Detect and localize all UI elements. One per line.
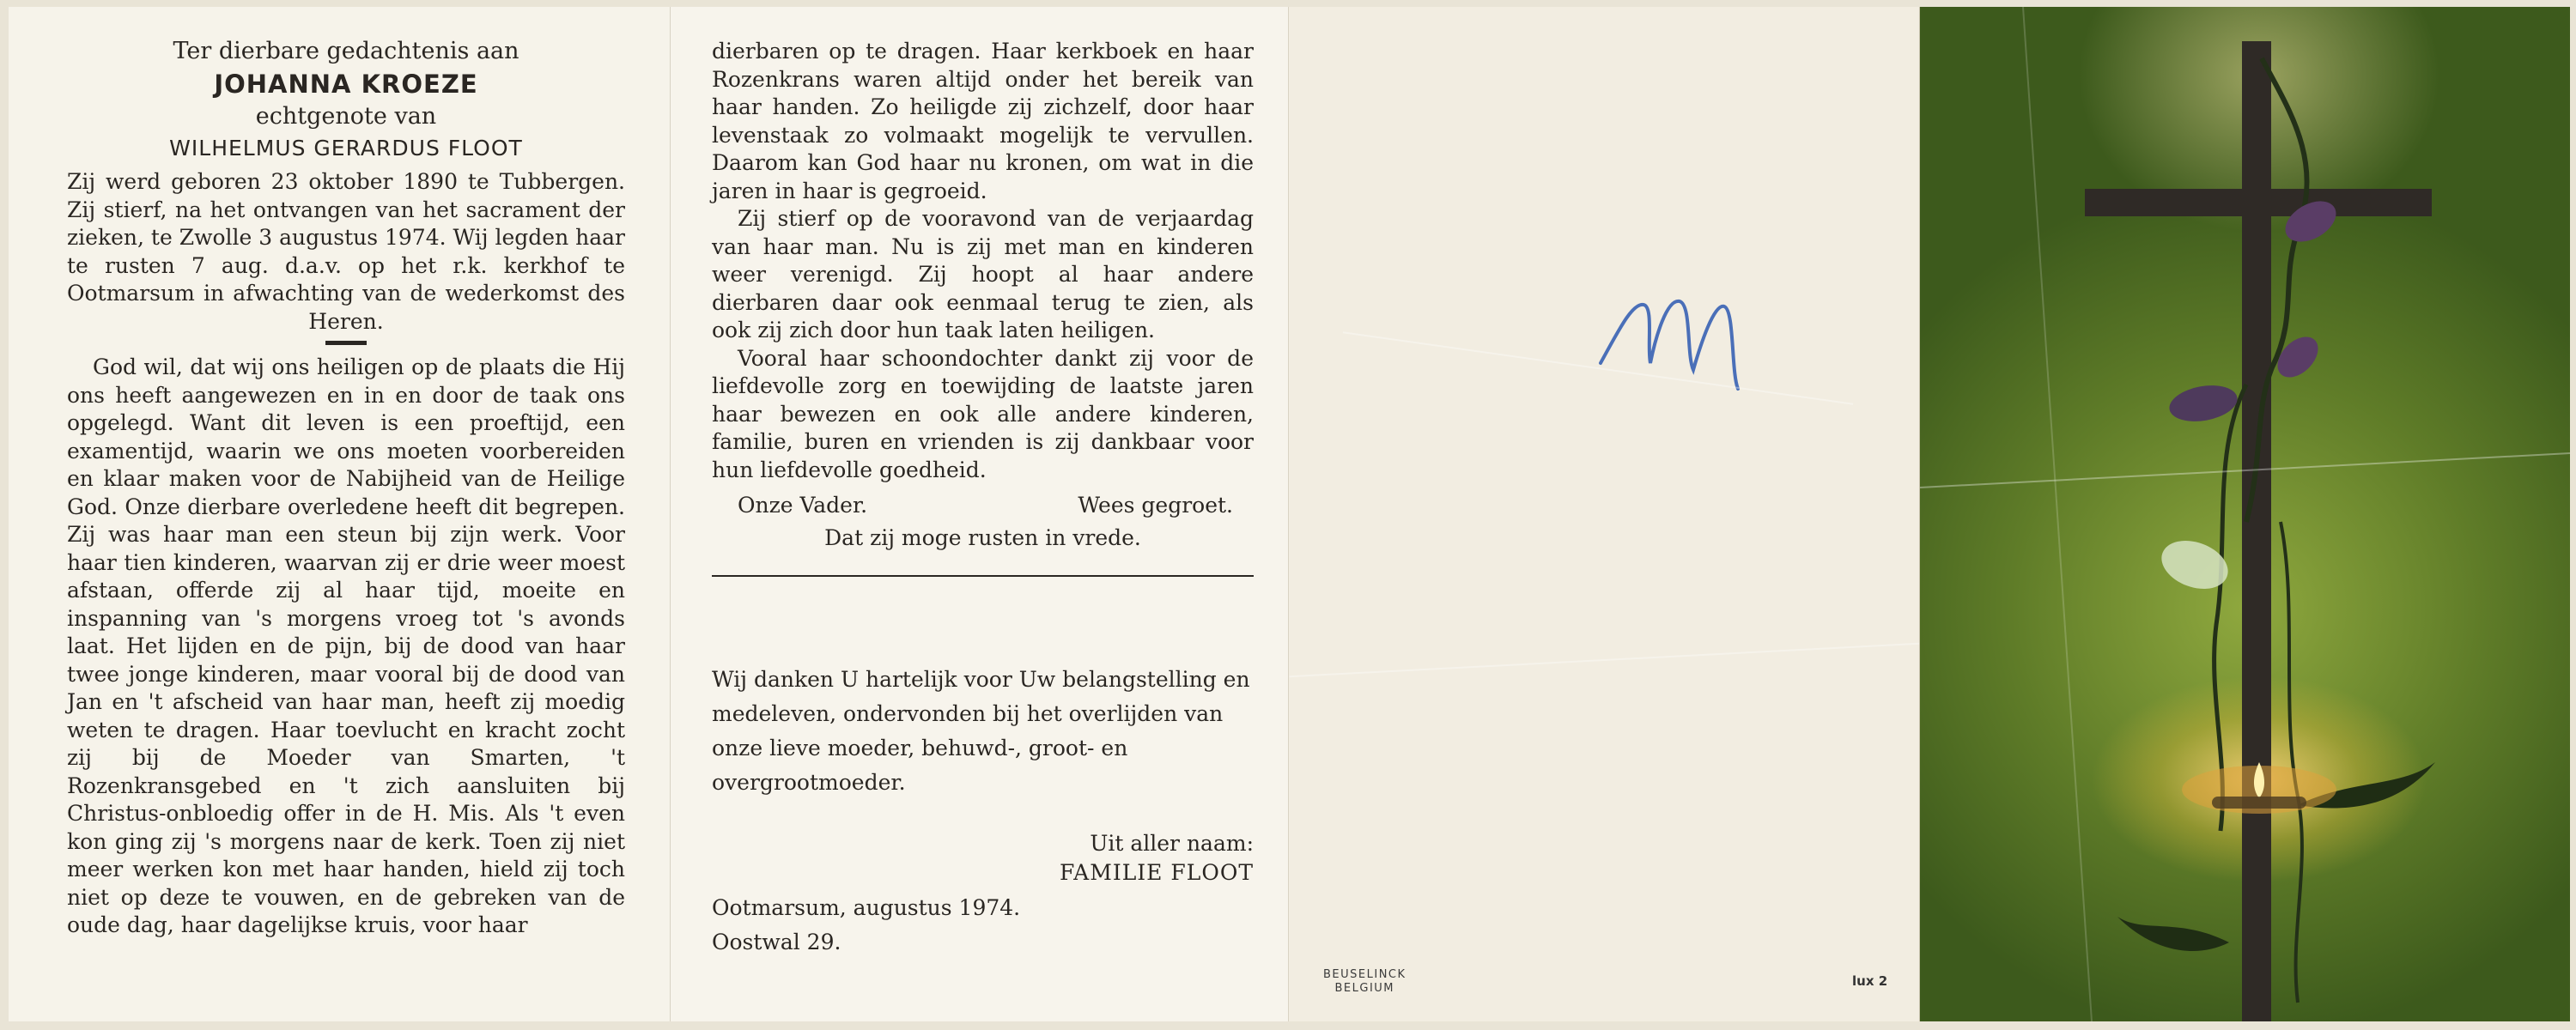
printer-mark <box>1323 968 1406 996</box>
photo-crease <box>2023 7 2092 1021</box>
flower-stem <box>2215 385 2246 831</box>
prayer-row <box>712 491 1254 520</box>
section-divider <box>325 341 367 345</box>
printer-line-1: BEUSELINCK <box>1323 968 1406 981</box>
printer-line-2: BELGIUM <box>1334 982 1395 995</box>
horizontal-rule <box>712 575 1254 577</box>
biography-text: Zij werd geboren 23 oktober 1890 te Tubbergen. Zij stierf, na het ontvangen van het sacrament der zieken, te Zwolle 3 augustus 1974. Wij legden haar te rusten 7 aug. d.a.v. op het r.k. kerkhof te Ootmarsum in afwachting van de wederkomst des Heren. <box>67 169 625 334</box>
handwritten-mark <box>1594 269 1783 406</box>
cross-illustration <box>1920 7 2570 1021</box>
edition-label: lux 2 <box>1852 973 1888 989</box>
cross-horizontal-beam <box>2085 189 2432 216</box>
third-paragraph: Vooral haar schoondochter dankt zij voor de liefdevolle zorg en toewijding de laatste jaren haar bewezen en ook alle andere kinderen, familie, buren en vrienden is zij dankbaar voor hun liefdevolle goedheid. <box>712 345 1254 482</box>
address: Oostwal 29. <box>712 930 841 954</box>
deceased-name: JOHANNA KROEZE <box>214 70 478 99</box>
memorial-middle-page <box>670 7 1288 1021</box>
prayer-onze-vader: Onze Vader. <box>738 493 868 518</box>
flower-stem <box>2281 522 2302 1003</box>
on-behalf-line: Uit aller naam: <box>1090 831 1254 856</box>
paper-crease <box>1289 643 1919 677</box>
spouse-name: WILHELMUS GERARDUS FLOOT <box>169 136 523 161</box>
leaf <box>2117 917 2229 951</box>
spouse-relation: echtgenote van <box>255 103 437 130</box>
candle-holder <box>2212 797 2306 809</box>
second-paragraph: Zij stierf op de vooravond van de verjaardag van haar man. Nu is zij met man en kinderen weer verenigd. Zij hoopt al haar andere dierbaren daar ook eenmaal terug te zien, als ook zij zich door hun taak laten heiligen. <box>712 206 1254 342</box>
prayer-wees-gegroet: Wees gegroet. <box>1078 493 1233 518</box>
blank-back-page <box>1288 7 1919 1021</box>
thanks-text: Wij danken U hartelijk voor Uw belangstelling en medeleven, ondervonden bij het overlijden van onze lieve moeder, behuwd-, groot- en overgrootmoeder. <box>712 667 1250 795</box>
family-signature: FAMILIE FLOOT <box>1060 860 1254 885</box>
cross-photo <box>1919 7 2570 1021</box>
meditation-text: God wil, dat wij ons heiligen op de plaats die Hij ons heeft aangewezen en in en door de taak ons opgelegd. Want dit leven is een proeftijd, een examentijd, waarin we ons moeten voorbereiden en klaar maken voor de Nabijheid van de Heilige God. Onze dierbare overledene heeft dit begrepen. Zij was haar man een steun bij zijn werk. Voor haar tien kinderen, waarvan zij er drie weer moest afstaan, offerde zij al haar tijd, moeite en inspanning van 's morgens vroeg tot 's avonds laat. Het lijden en de pijn, bij de dood van haar twee jonge kinderen, maar vooral bij de dood van Jan en 't afscheid van haar man, heeft zij moedig weten te dragen. Haar toevlucht en kracht zocht zij bij de Moeder van Smarten, 't Rozenkransgebed en 't zich aansluiten bij Christus-onbloedig offer in de H. Mis. Als 't even kon ging zij 's morgens naar de kerk. Toen zij niet meer werken kon met haar handen, hield zij toch niet op deze te vouwen, en de gebreken van de oude dag, haar dagelijkse kruis, voor haar <box>67 354 625 937</box>
purple-flower <box>2166 380 2240 426</box>
rest-in-peace-line: Dat zij moge rusten in vrede. <box>824 525 1141 550</box>
cross-vertical-beam <box>2242 41 2271 1021</box>
place-date: Ootmarsum, augustus 1974. <box>712 895 1021 920</box>
continuation-text: dierbaren op te dragen. Haar kerkboek en haar Rozenkrans waren altijd onder het bereik van haar handen. Zo heiligde zij zichzelf, door haar levenstaak zo volmaakt mogelijk te vervullen. Daarom kan God haar nu kronen, om wat in die jaren in haar is gegroeid. <box>712 39 1254 203</box>
memorial-left-page <box>9 7 670 1021</box>
header-line: Ter dierbare gedachtenis aan <box>173 38 519 64</box>
